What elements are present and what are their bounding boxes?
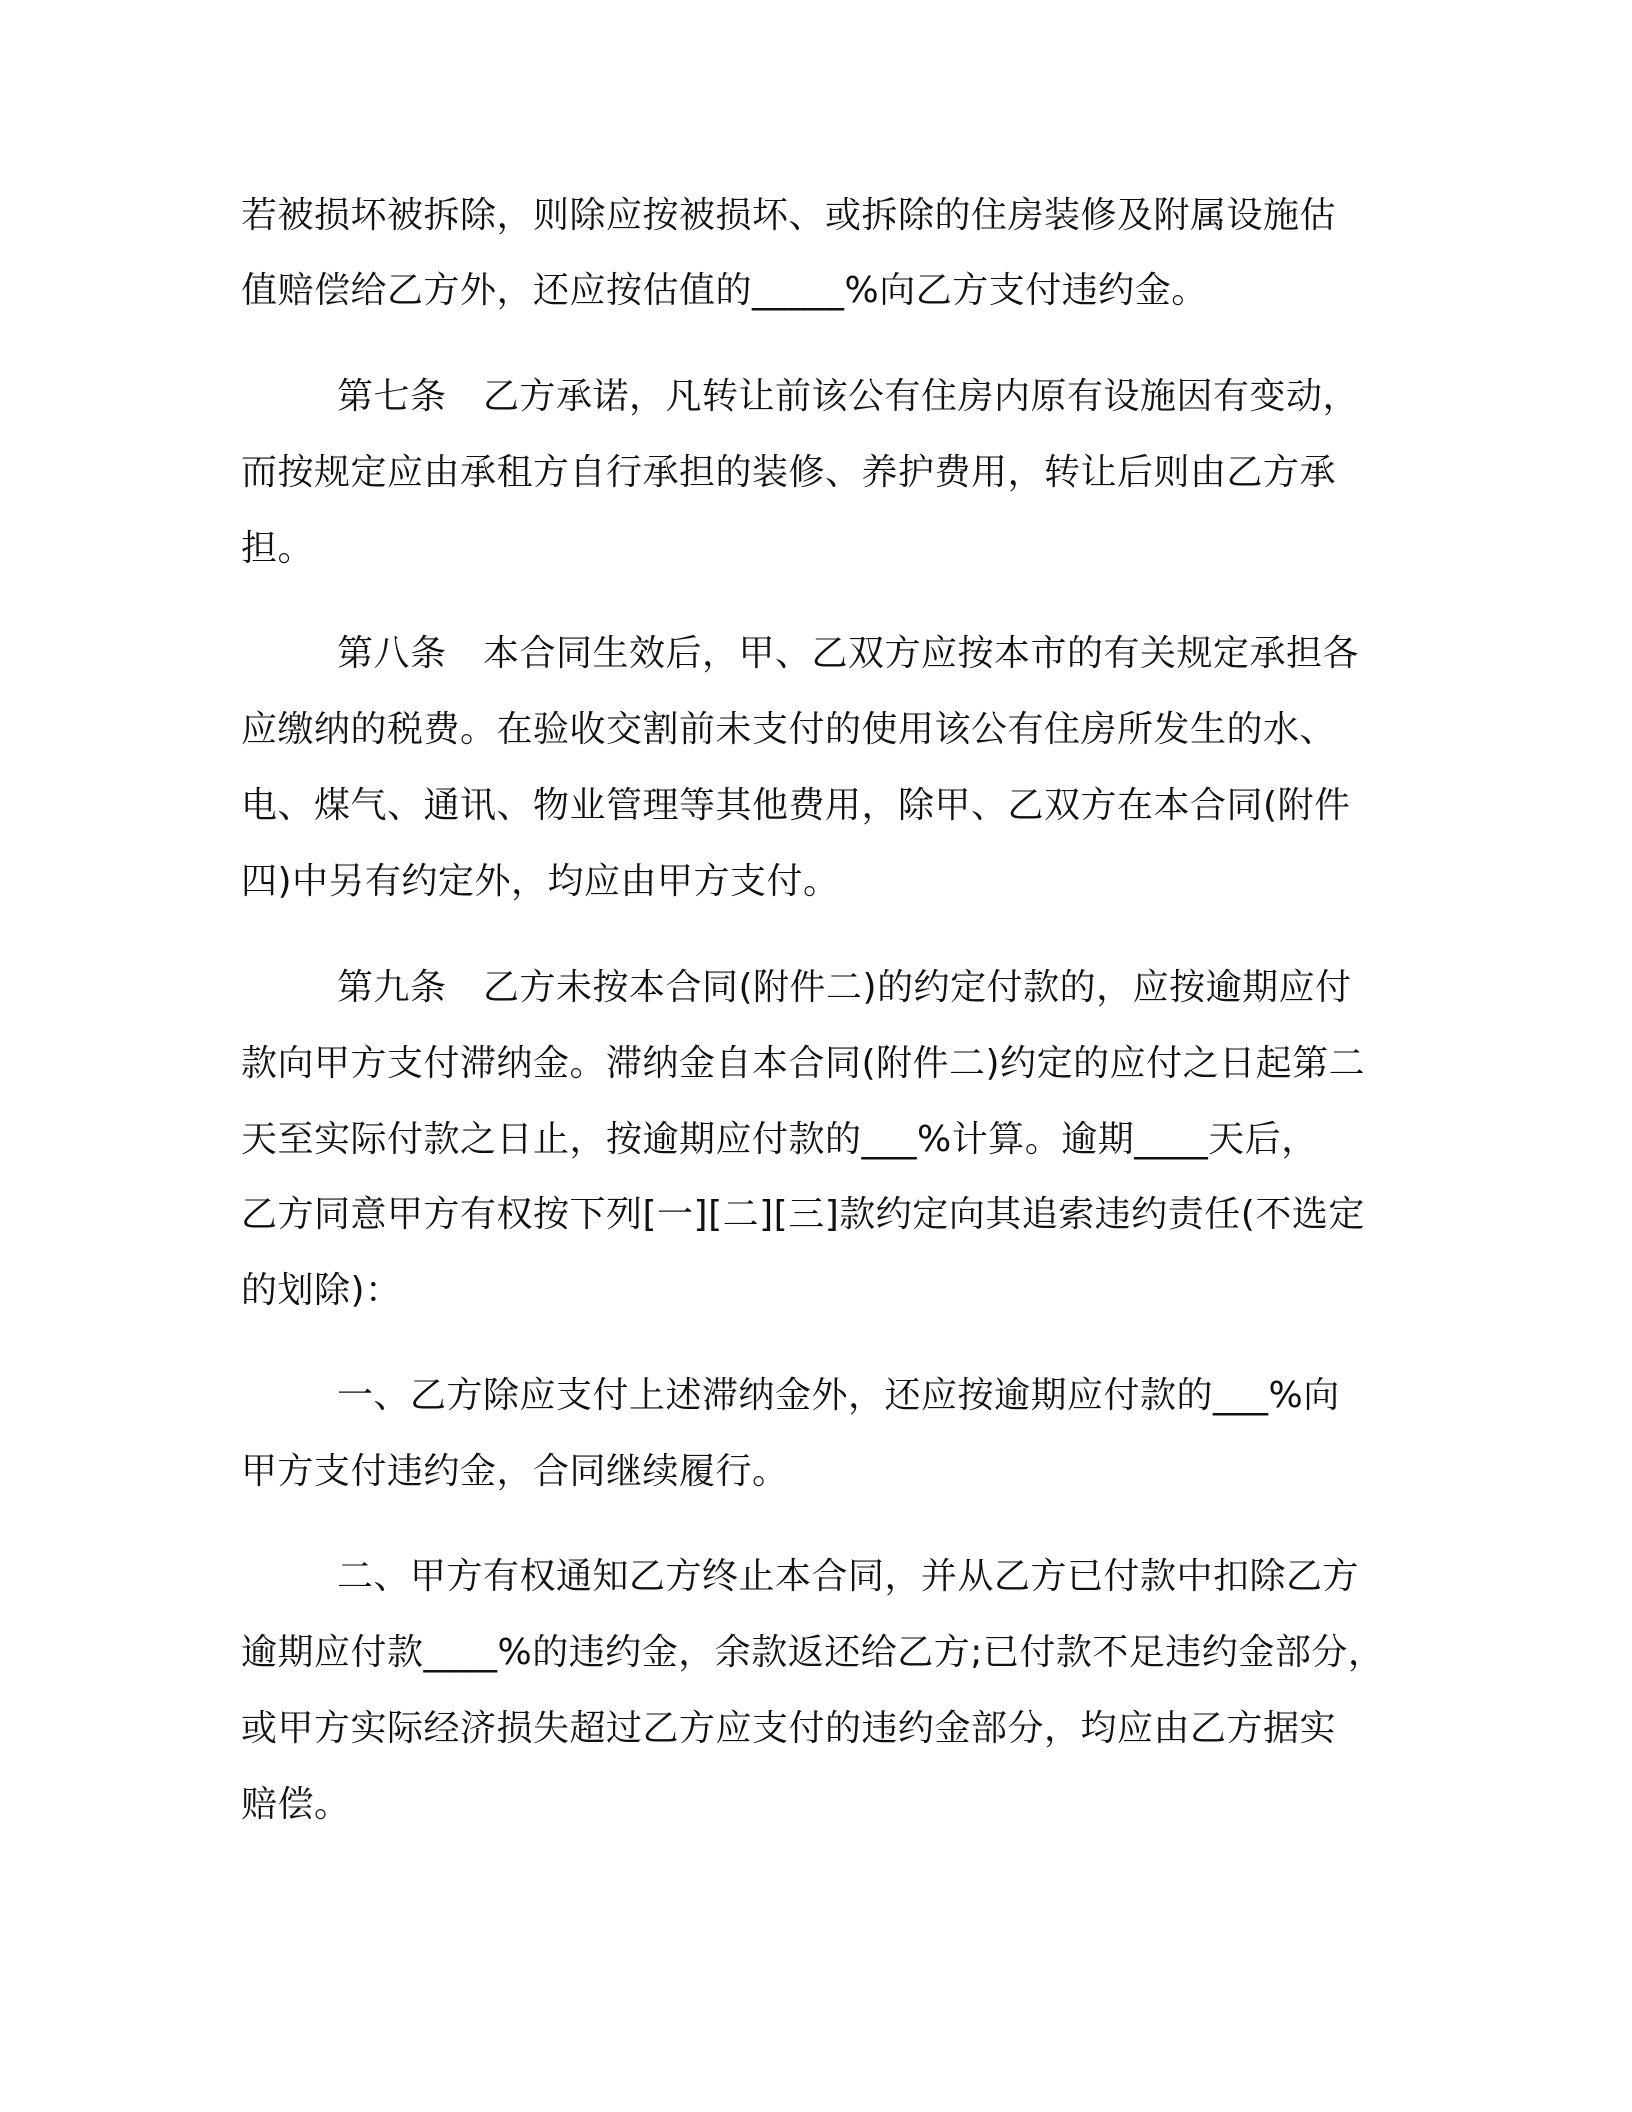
clause-1-line-2: 甲方支付违约金，合同继续履行。 — [241, 1451, 789, 1492]
article-8-line-1: 第八条 本合同生效后，甲、乙双方应按本市的有关规定承担各 — [337, 633, 1360, 674]
paragraph-1-line-1: 若被损坏被拆除，则除应按被损坏、或拆除的住房装修及附属设施估 — [241, 195, 1337, 236]
article-9-line-5: 的划除)： — [241, 1270, 402, 1311]
article-8-line-4: 四)中另有约定外，均应由甲方支付。 — [241, 861, 840, 902]
clause-1-line-1: 一、乙方除应支付上述滞纳金外，还应按逾期应付款的___%向 — [337, 1375, 1340, 1416]
article-7-line-2: 而按规定应由承租方自行承担的装修、养护费用，转让后则由乙方承 — [241, 452, 1337, 493]
clause-2-line-1: 二、甲方有权通知乙方终止本合同，并从乙方已付款中扣除乙方 — [337, 1556, 1360, 1597]
article-7-line-1: 第七条 乙方承诺，凡转让前该公有住房内原有设施因有变动， — [337, 376, 1360, 417]
paragraph-1-line-2: 值赔偿给乙方外，还应按估值的_____%向乙方支付违约金。 — [241, 270, 1208, 311]
article-9-line-3: 天至实际付款之日止，按逾期应付款的___%计算。逾期____天后， — [241, 1119, 1318, 1160]
article-8-line-3: 电、煤气、通讯、物业管理等其他费用，除甲、乙双方在本合同(附件 — [241, 785, 1351, 826]
article-9-line-2: 款向甲方支付滞纳金。滞纳金自本合同(附件二)约定的应付之日起第二 — [241, 1043, 1366, 1084]
clause-2-line-3: 或甲方实际经济损失超过乙方应支付的违约金部分，均应由乙方据实 — [241, 1708, 1337, 1749]
article-9-line-1: 第九条 乙方未按本合同(附件二)的约定付款的，应按逾期应付 — [337, 967, 1352, 1008]
clause-2-line-2: 逾期应付款____%的违约金，余款返还给乙方;已付款不足违约金部分， — [241, 1632, 1385, 1673]
clause-2-line-4: 赔偿。 — [241, 1784, 351, 1825]
article-9-line-4: 乙方同意甲方有权按下列[一][二][三]款约定向其追索违约责任(不选定 — [241, 1194, 1365, 1235]
article-8-line-2: 应缴纳的税费。在验收交割前未支付的使用该公有住房所发生的水、 — [241, 709, 1337, 750]
article-7-line-3: 担。 — [241, 528, 315, 569]
